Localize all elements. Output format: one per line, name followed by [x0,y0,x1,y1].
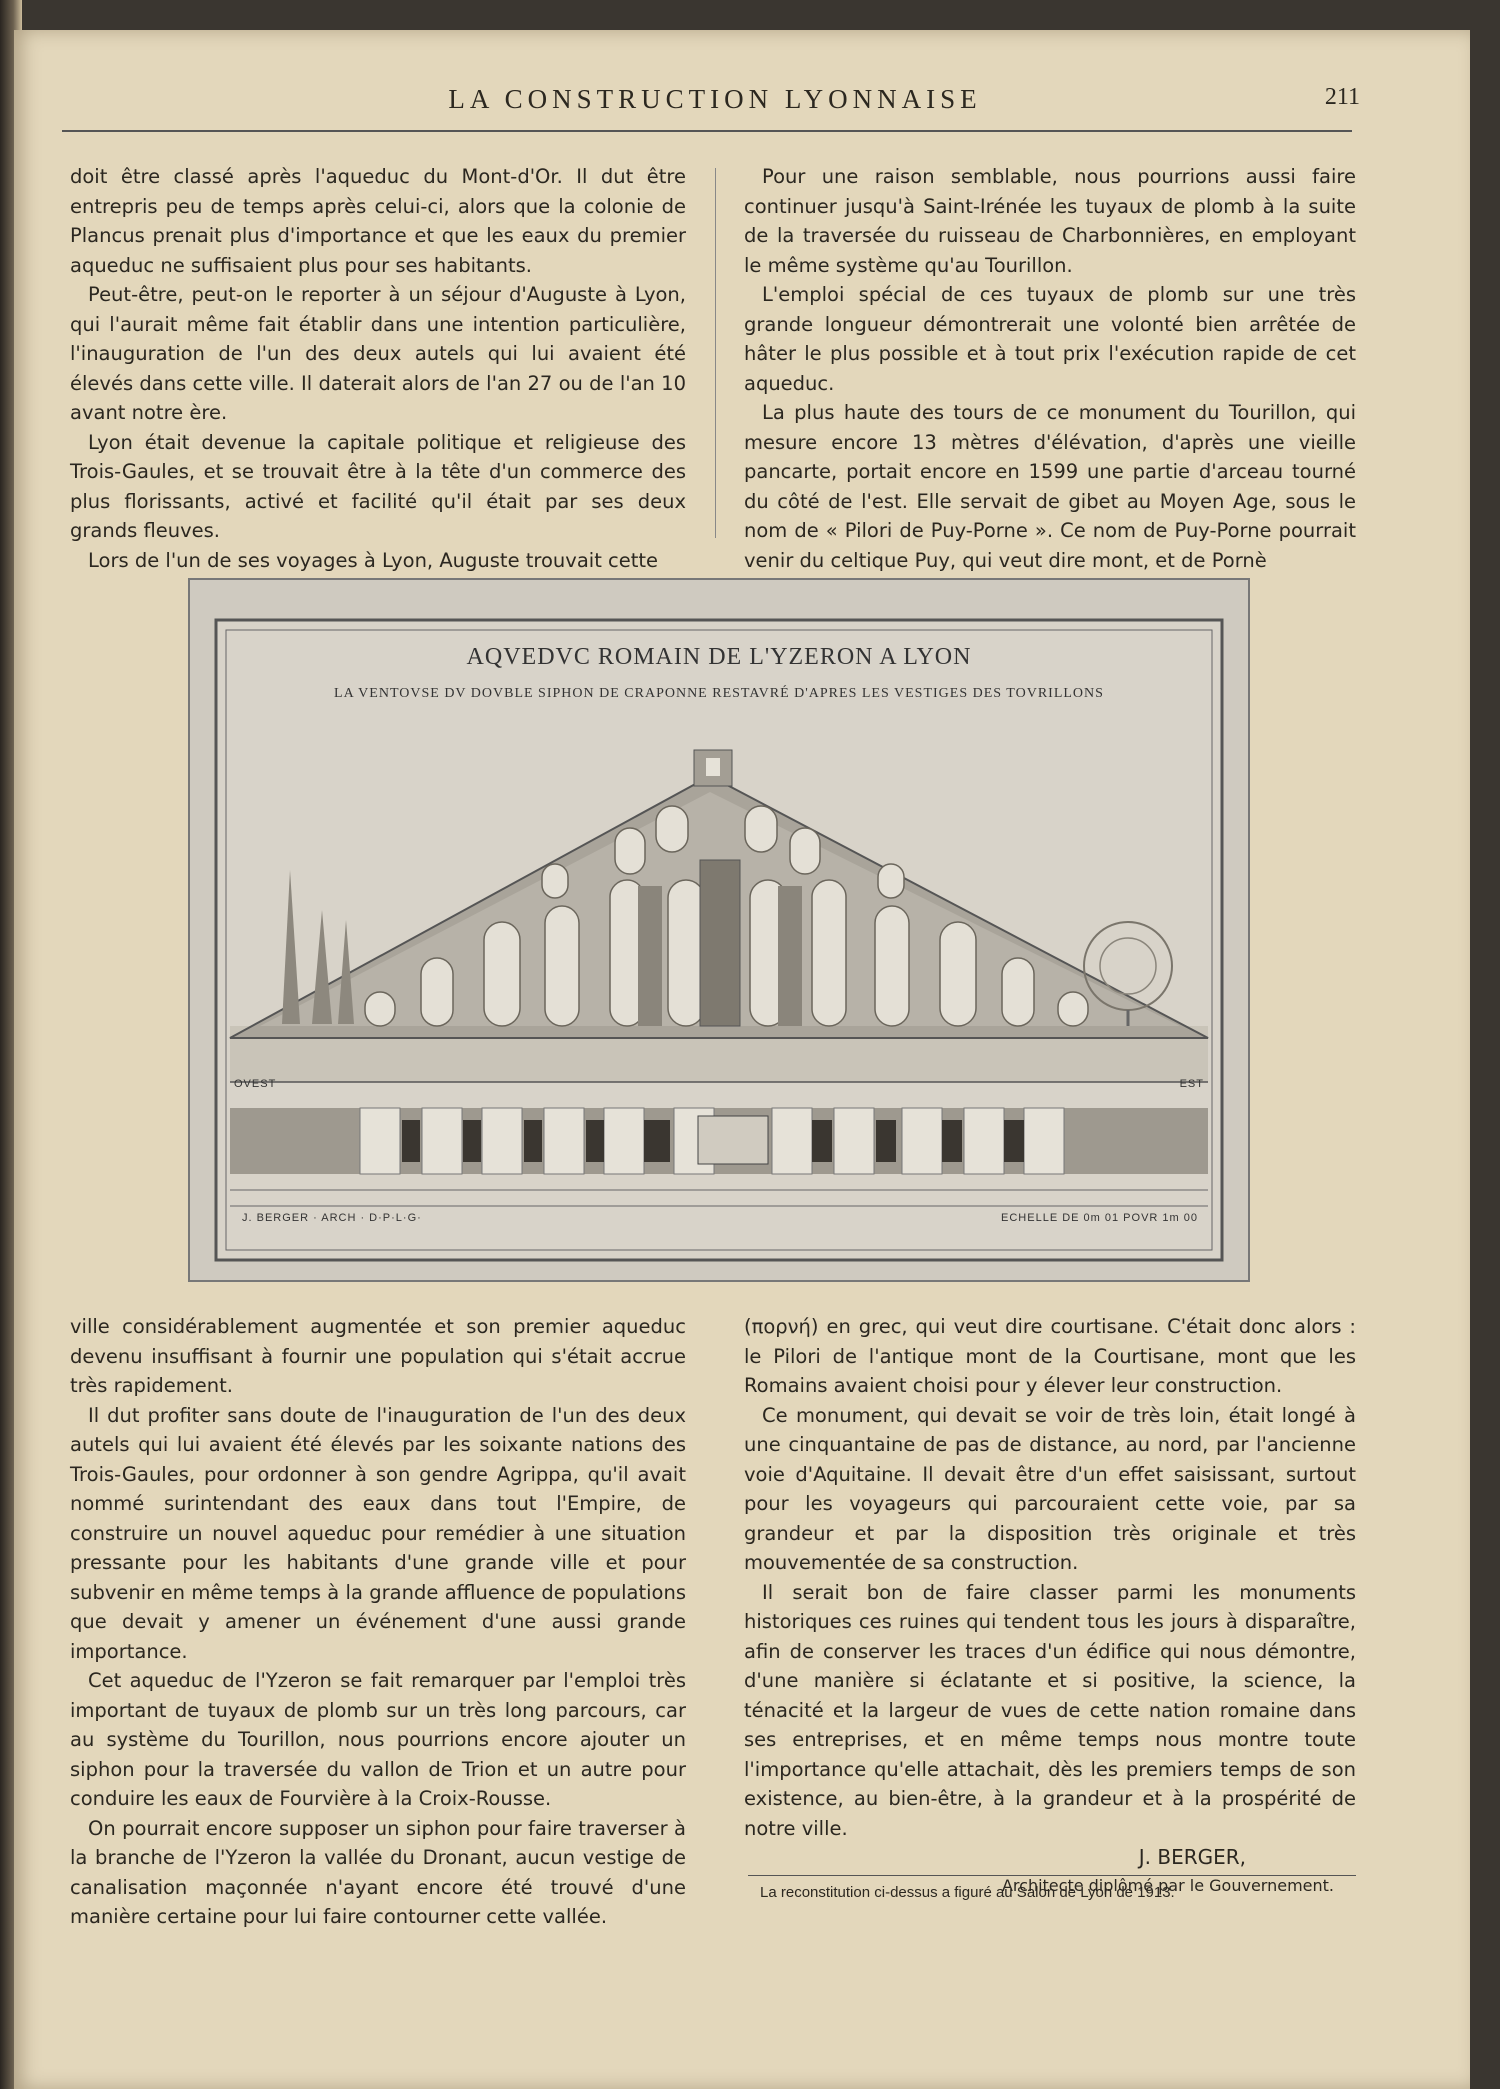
plate-subtitle: LA VENTOVSE DV DOVBLE SIPHON DE CRAPONNE RESTAVRÉ D'APRES LES VESTIGES DES TOVRILLONS [334,686,1104,701]
column-1-top [70,162,686,575]
plate-title: AQVEDVC ROMAIN DE L'YZERON A LYON [466,644,972,670]
paragraph: La plus haute des tours de ce monument du Tourillon, qui mesure encore 13 mètres d'élévation, d'après une vieille pancarte, portait encore en 1599 une partie d'arceau tourné du côté de l'est. Elle servait de gibet au Moyen Age, sous le nom de « Pilori de Puy-Porne ». Ce nom de Puy-Porne pourrait venir du celtique Puy, qui veut dire mont, et de Pornè [744,401,1356,572]
signature-name: J. BERGER, [1138,1845,1246,1869]
paragraph: On pourrait encore supposer un siphon pour faire traverser à la branche de l'Yzeron la vallée du Dronant, aucun vestige de canalisation maçonnée n'ayant encore été trouvé d'une manière certaine pour lui faire contourner cette vallée. [70,1816,686,1928]
paragraph: Pour une raison semblable, nous pourrions aussi faire continuer jusqu'à Saint-Irénée les tuyaux de plomb à la suite de la traversée du ruisseau de Charbonnières, en employant le même système qu'au Tourillon. [744,165,1356,277]
plate-author: J. BERGER · ARCH · D·P·L·G· [242,1212,422,1224]
page-number: 211 [1324,84,1360,110]
paragraph: Peut-être, peut-on le reporter à un séjour d'Auguste à Lyon, qui l'aurait même fait établir dans une intention particulière, l'inauguration de l'un des deux autels qui lui avaient été élevés dans cette ville. Il daterait alors de l'an 27 ou de l'an 10 avant notre ère. [70,283,686,424]
label-east: EST [1179,1078,1204,1090]
paragraph: Ce monument, qui devait se voir de très loin, était longé à une cinquantaine de pas de distance, au nord, par l'ancienne voie d'Aquitaine. Il devait être d'un effet saisissant, surtout pour les voyageurs qui parcouraient cette voie, par sa grandeur et par la disposition très originale et très mouvementée de sa construction. [744,1403,1356,1574]
paragraph: (πορνή) en grec, qui veut dire courtisane. C'était donc alors : le Pilori de l'antique mont de la Courtisane, mont que les Romains avaient choisi pour y élever leur construction. [744,1315,1356,1397]
aqueduct-drawing [190,580,1248,1280]
paragraph: Il dut profiter sans doute de l'inauguration de l'un des deux autels qui lui avaient été élevés par les soixante nations des Trois-Gaules, pour ordonner à son gendre Agrippa, qu'il avait nommé surintendant des eaux dans tout l'Empire, de construire un nouvel aqueduc pour remédier à une situation pressante pour les habitants d'une grande ville et pour subvenir en même temps à la grande affluence de populations que devait y amener un événement d'une aussi grande importance. [70,1403,686,1663]
aqueduct-plate [188,578,1250,1282]
paragraph: Il serait bon de faire classer parmi les monuments historiques ces ruines qui tendent tous les jours à disparaître, afin de conserver les traces d'un édifice qui nous démontre, d'une manière si éclatante et si positive, la science, la ténacité et la largeur de vues de cette nation romaine dans ses entreprises, et en même temps nous montre toute l'importance qu'elle attachait, dès les premiers temps de son existence, au bien-être, à la grandeur et à la prospérité de notre ville. [744,1580,1356,1840]
column-1-bottom [70,1312,686,1932]
column-rule [715,168,716,538]
running-title: LA CONSTRUCTION LYONNAISE [448,84,982,114]
plate-scale: ECHELLE DE 0m 01 POVR 1m 00 [1001,1212,1198,1224]
page-header [80,50,1360,114]
footnote-rule [748,1875,1356,1876]
paragraph: Lors de l'un de ses voyages à Lyon, Auguste trouvait cette [88,548,659,572]
paragraph: Lyon était devenue la capitale politique et religieuse des Trois-Gaules, et se trouvait être à la tête d'un commerce des plus florissants, activé et facilité qu'il était par ses deux grands fleuves. [70,430,686,542]
paragraph: ville considérablement augmentée et son premier aqueduc devenu insuffisant à fournir une population qui s'était accrue très rapidement. [70,1315,686,1397]
label-west: OVEST [234,1078,277,1090]
paragraph: Cet aqueduc de l'Yzeron se fait remarquer par l'emploi très important de tuyaux de plomb sur un très long parcours, car au système du Tourillon, nous pourrions encore ajouter un siphon pour la traversée du vallon de Trion et un autre pour conduire les eaux de Fourvière à la Croix-Rousse. [70,1669,686,1810]
header-rule [62,130,1352,132]
paragraph: L'emploi spécial de ces tuyaux de plomb sur une très grande longueur démontrerait une volonté bien arrêtée de hâter le plus possible et à tout prix l'exécution rapide de cet aqueduc. [744,283,1356,395]
signature-title: Architecte diplômé par le Gouvernement. [1001,1875,1334,1895]
footnote: La reconstitution ci-dessus a figuré au Salon de Lyon de 1913. [760,1884,1175,1901]
paragraph: doit être classé après l'aqueduc du Mont-d'Or. Il dut être entrepris peu de temps après celui-ci, alors que la colonie de Plancus prenait plus d'importance et que les eaux du premier aqueduc ne suffisaient plus pour ses habitants. [70,165,686,277]
column-2-top [744,162,1356,575]
column-2-bottom [744,1312,1356,1900]
